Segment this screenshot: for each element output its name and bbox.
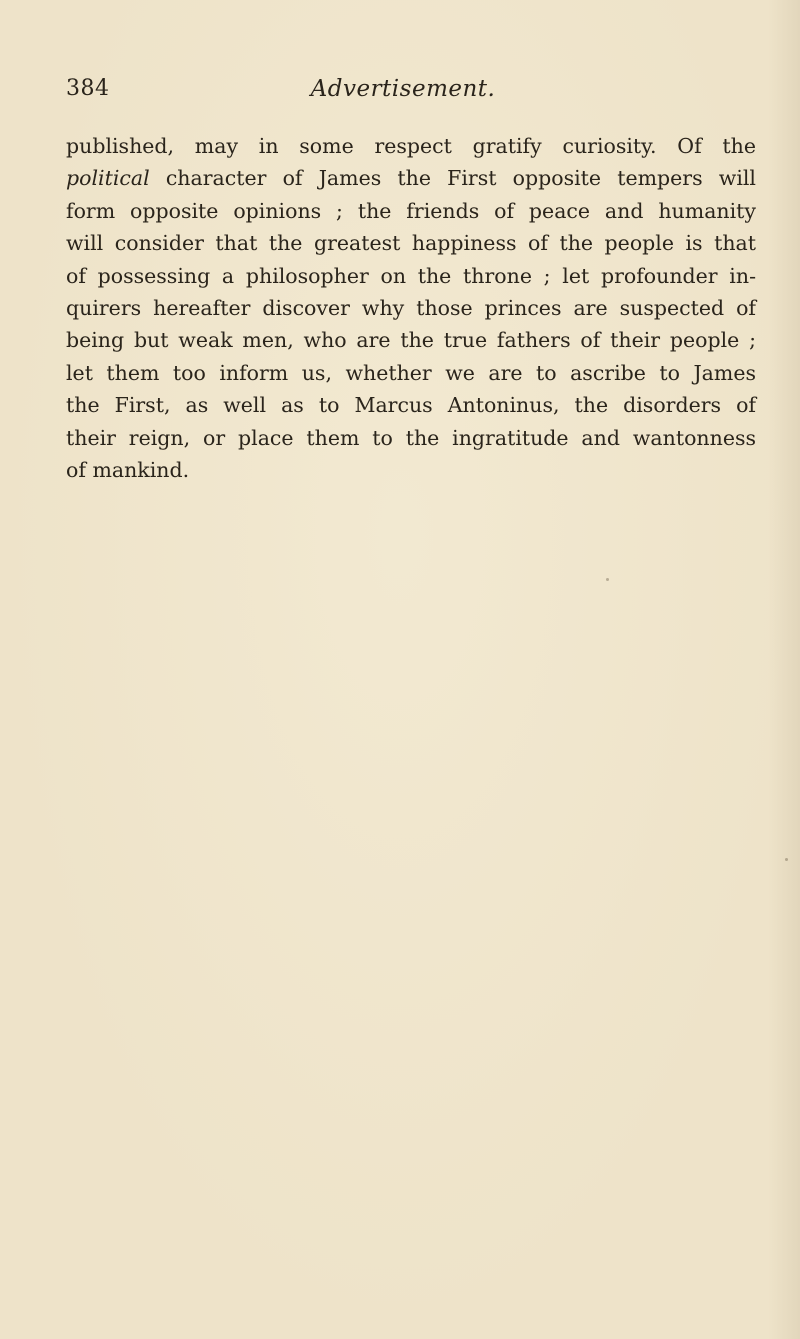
body-paragraph — [66, 130, 756, 486]
text-line-remainder: character of James the First opposite tempers will — [165, 166, 756, 191]
italic-word: political — [66, 166, 150, 191]
text-line: of possessing a philosopher on the throne ; let profounder in- — [66, 263, 756, 288]
text-line: of mankind. — [66, 458, 190, 483]
text-line: being but weak men, who are the true fathers of their people ; — [66, 328, 756, 353]
page-number: 384 — [66, 76, 110, 101]
text-line: the First, as well as to Marcus Antoninus, the disorders of — [66, 393, 756, 418]
text-line: form opposite opinions ; the friends of peace and humanity — [66, 198, 756, 223]
paper-speck — [606, 578, 609, 581]
text-line: let them too inform us, whether we are to ascribe to James — [66, 360, 756, 385]
text-line — [66, 162, 756, 194]
text-line: their reign, or place them to the ingratitude and wantonness — [66, 425, 756, 450]
text-line: quirers hereafter discover why those princes are suspected of — [66, 296, 756, 321]
running-head — [66, 70, 740, 110]
paper-speck — [785, 858, 788, 861]
text-line: will consider that the greatest happiness of the people is that — [66, 231, 756, 256]
running-title: Advertisement. — [310, 76, 496, 102]
text-line: published, may in some respect gratify curiosity. Of the — [66, 134, 756, 158]
